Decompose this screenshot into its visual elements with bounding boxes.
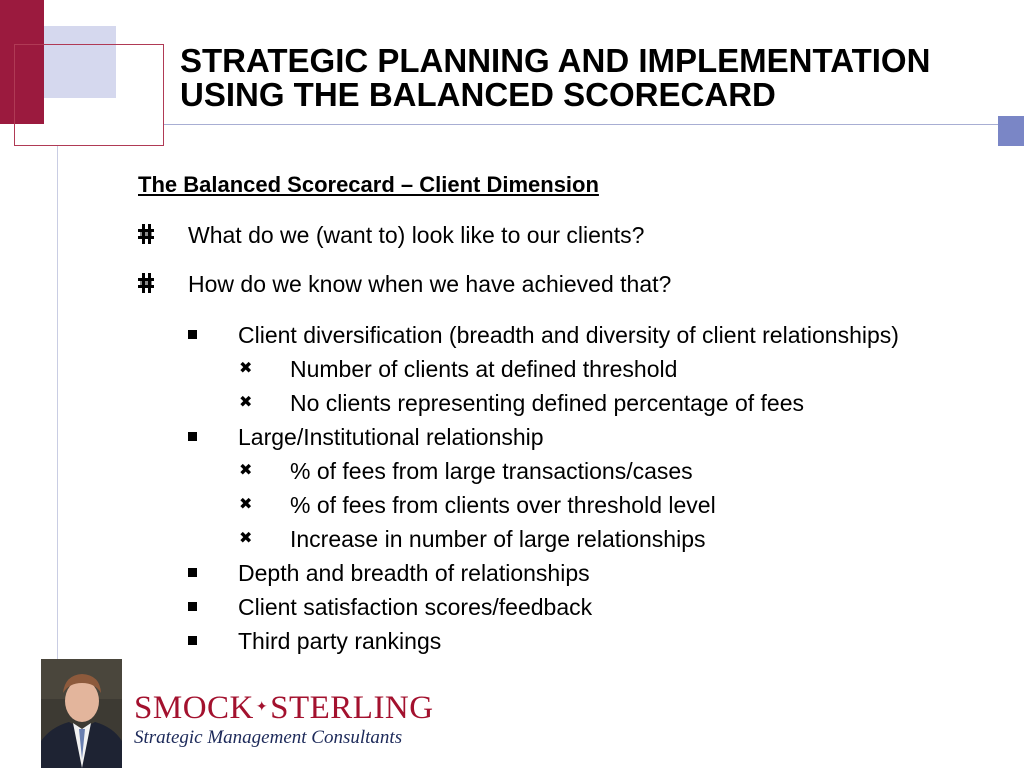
presenter-photo [41, 659, 122, 768]
slide-title-line-1: STRATEGIC PLANNING AND IMPLEMENTATION [180, 42, 931, 79]
logo-word-2: STERLING [270, 690, 434, 726]
list-item [138, 420, 1008, 454]
sub-list-item [138, 488, 1008, 522]
question-item [138, 220, 1008, 250]
hash-bullet-icon [138, 224, 154, 244]
sub-list-item-text: No clients representing defined percentage of fees [290, 390, 804, 416]
logo-word-1: SMOCK [134, 690, 254, 726]
square-bullet-icon [188, 636, 197, 645]
list-item [138, 318, 1008, 352]
decor-outline-frame [14, 44, 164, 146]
slide-title [180, 44, 930, 112]
list-item [138, 624, 1008, 658]
list-item-text: Large/Institutional relationship [238, 424, 544, 450]
slide-title-line-2: USING THE BALANCED SCORECARD [180, 76, 776, 113]
list-item-text: Client satisfaction scores/feedback [238, 594, 593, 620]
question-text: How do we know when we have achieved that? [188, 271, 672, 297]
x-bullet-icon: ✖ [239, 462, 253, 479]
square-bullet-icon [188, 330, 197, 339]
sub-list-item-text: % of fees from large transactions/cases [290, 458, 693, 484]
company-logo [134, 690, 434, 750]
sub-list-item-text: Number of clients at defined threshold [290, 356, 678, 382]
decor-vertical-rule [57, 146, 58, 660]
list-item [138, 590, 1008, 624]
question-text: What do we (want to) look like to our clients? [188, 222, 645, 248]
sub-list-item-text: % of fees from clients over threshold level [290, 492, 716, 518]
square-bullet-icon [188, 602, 197, 611]
decor-horizontal-rule [164, 124, 998, 125]
hash-bullet-icon [138, 273, 154, 293]
section-subheading: The Balanced Scorecard – Client Dimension [138, 172, 599, 197]
sub-list-item [138, 352, 1008, 386]
list-item-text: Depth and breadth of relationships [238, 560, 590, 586]
x-bullet-icon: ✖ [239, 360, 253, 377]
logo-tagline: Strategic Management Consultants [134, 727, 403, 749]
x-bullet-icon: ✖ [239, 394, 253, 411]
x-bullet-icon: ✖ [239, 530, 253, 547]
measures-list [138, 318, 1008, 658]
list-item-text: Third party rankings [238, 628, 442, 654]
question-item [138, 269, 1008, 299]
x-bullet-icon: ✖ [239, 496, 253, 513]
logo-wordmark [134, 690, 434, 728]
sub-list-item [138, 522, 1008, 556]
square-bullet-icon [188, 432, 197, 441]
sub-list-item [138, 386, 1008, 420]
sub-list-item [138, 454, 1008, 488]
slide-content [138, 170, 1008, 658]
square-bullet-icon [188, 568, 197, 577]
sub-list-item-text: Increase in number of large relationships [290, 526, 706, 552]
star-separator-icon: ✦ [255, 700, 269, 716]
list-item [138, 556, 1008, 590]
list-item-text: Client diversification (breadth and diversity of client relationships) [238, 322, 899, 348]
decor-blue-block [998, 116, 1024, 146]
